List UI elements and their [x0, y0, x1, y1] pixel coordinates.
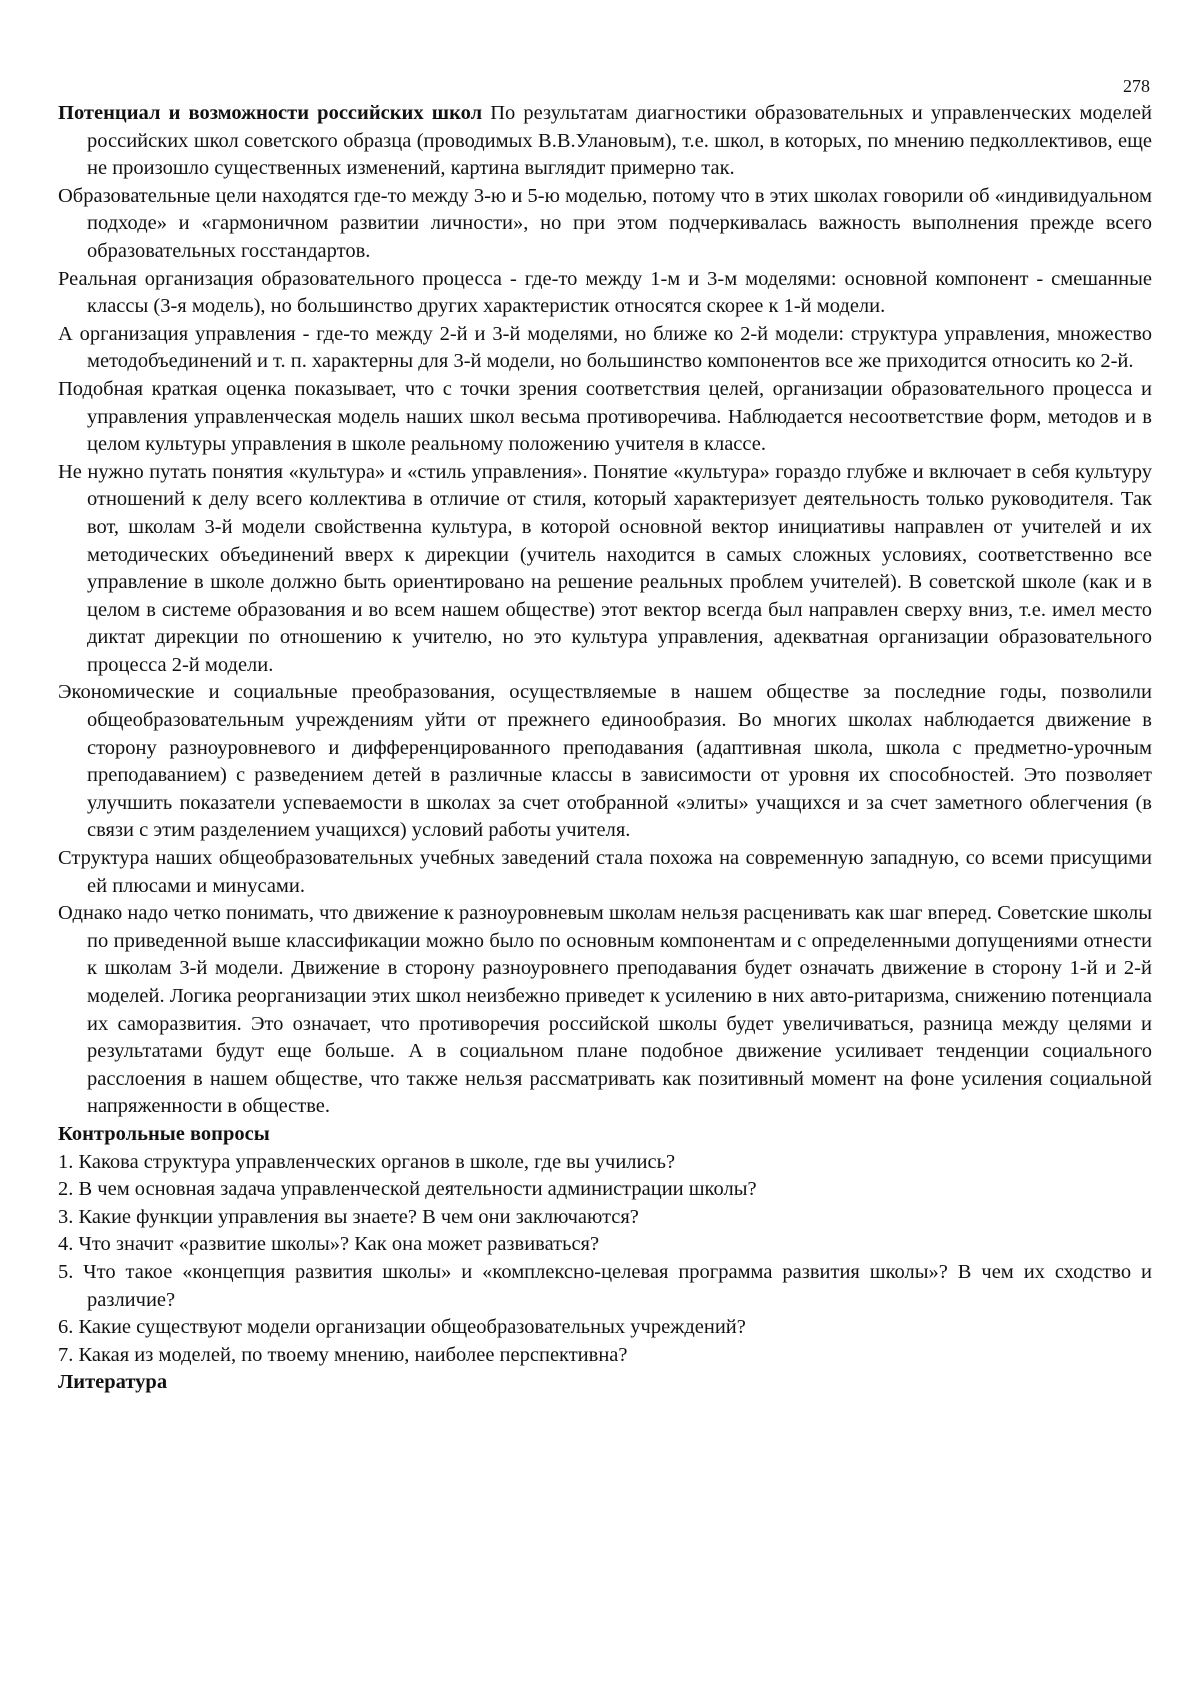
- question-item: 2. В чем основная задача управленческой деятельности администрации школы?: [58, 1178, 757, 1201]
- body-paragraph: Не нужно путать понятия «культура» и «стиль управления». Понятие «культура» гораздо глубже и включает в себя культуру отношений к делу всего коллектива в отличие от стиля, который характеризует деятельность только руководителя. Так вот, школам 3-й модели свойственна культура, в которой основной вектор инициативы направлен от учителей и их методических объединений вверх к дирекции (учитель находится в самых сложных условиях, соответственно все управление в школе должно быть ориентировано на решение реальных проблем учителей). В советской школе (как и в целом в системе образования и во всем нашем обществе) этот вектор всегда был направлен сверху вниз, т.е. имел место диктат дирекции по отношению к учителю, но это культура управления, адекватная организации образовательного процесса 2-й модели.: [58, 460, 1152, 676]
- questions-heading: Контрольные вопросы: [58, 1122, 270, 1145]
- literature-heading: Литература: [58, 1371, 168, 1394]
- question-item: 3. Какие функции управления вы знаете? В чем они заключаются?: [58, 1205, 639, 1228]
- question-item: 7. Какая из моделей, по твоему мнению, наиболее перспективна?: [58, 1343, 628, 1366]
- body-paragraph: Экономические и социальные преобразования, осуществляемые в нашем обществе за последние годы, позволили общеобразовательным учреждениям уйти от прежнего единообразия. Во многих школах наблюдается движение в сторону разноуровневого и дифференцированного преподавания (адаптивная школа, школа с предметно-урочным преподаванием) с разведением детей в различные классы в зависимости от уровня их способностей. Это позволяет улучшить показатели успеваемости в школах за счет отобранной «элиты» учащихся и за счет заметного облегчения (в связи с этим разделением учащихся) условий работы учителя.: [58, 681, 1152, 842]
- intro-paragraph: [58, 100, 1152, 183]
- body-paragraph: Образовательные цели находятся где-то между 3-ю и 5-ю моделью, потому что в этих школах говорили об «индивидуальном подходе» и «гармоничном развитии личности», но при этом подчеркивалась важность выполнения прежде всего образовательных госстандартов.: [58, 184, 1152, 262]
- page-number: 278: [1123, 76, 1150, 96]
- body-paragraph: Подобная краткая оценка показывает, что с точки зрения соответствия целей, организации образовательного процесса и управления управленческая модель наших школ весьма противоречива. Наблюдается несоответствие форм, методов и в целом культуры управления в школе реальному положению учителя в классе.: [58, 377, 1152, 456]
- section-title: Потенциал и возможности российских школ: [58, 102, 483, 124]
- body-paragraph: Однако надо четко понимать, что движение к разноуровневым школам нельзя расценивать как шаг вперед. Советские школы по приведенной выше классификации можно было по основным компонентам и с определенными допущениями отнести к школам 3-й модели. Движение в сторону разноуровнего преподавания будет означать движение в сторону 1-й и 2-й моделей. Логика реорганизации этих школ неизбежно приведет к усилению в них авто-ритаризма, снижению потенциала их саморазвития. Это означает, что противоречия российской школы будет увеличиваться, разница между целями и результатами будут еще больше. А в социальном плане подобное движение усиливает тенденции социального расслоения в нашем обществе, что также нельзя рассматривать как позитивный момент на фоне усиления социальной напряженности в обществе.: [58, 902, 1152, 1118]
- question-item: 1. Какова структура управленческих органов в школе, где вы учились?: [58, 1150, 676, 1173]
- body-paragraph: Структура наших общеобразовательных учебных заведений стала похожа на современную западную, со всеми присущими ей плюсами и минусами.: [58, 847, 1152, 897]
- body-paragraph: Реальная организация образовательного процесса - где-то между 1-м и 3-м моделями: основной компонент - смешанные классы (3-я модель), но большинство других характеристик относятся скорее к 1-й модели.: [58, 267, 1152, 318]
- intro-text: По результатам диагностики образовательных и управленческих моделей российских школ советского образца (проводимых В.В.Улановым), т.е. школ, в которых, по мнению педколлективов, еще не произошло существенных изменений, картина выглядит примерно так.: [87, 102, 1152, 180]
- question-item: 4. Что значит «развитие школы»? Как она может развиваться?: [58, 1233, 600, 1256]
- question-item: 6. Какие существуют модели организации общеобразовательных учреждений?: [58, 1316, 746, 1339]
- body-paragraph: А организация управления - где-то между 2-й и 3-й моделями, но ближе ко 2-й модели: структура управления, множество методобъединений и т. п. характерны для 3-й модели, но большинство компонентов все же приходится относить ко 2-й.: [58, 322, 1152, 373]
- page-content: [58, 100, 1152, 1397]
- question-item: 5. Что такое «концепция развития школы» и «комплексно-целевая программа развития школы»? В чем их сходство и различие?: [58, 1260, 1152, 1311]
